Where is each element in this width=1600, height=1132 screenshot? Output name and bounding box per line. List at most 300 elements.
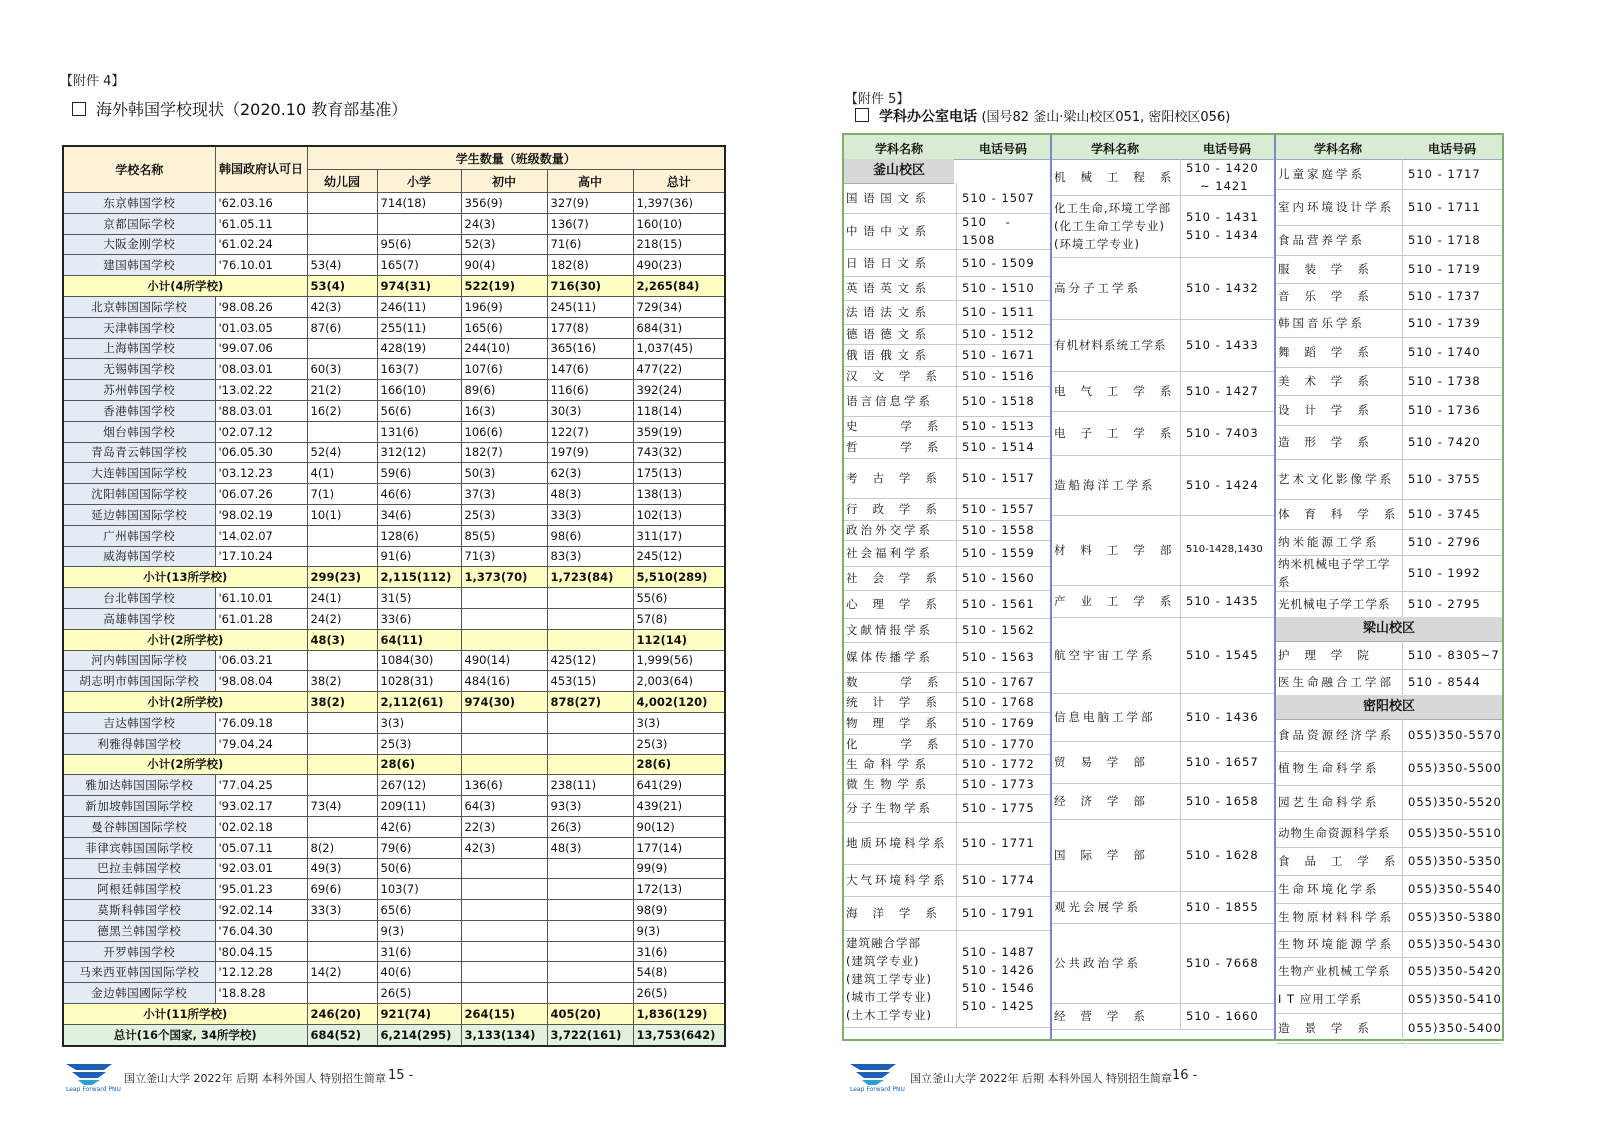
department-row <box>1052 891 1274 924</box>
table-cell: 53(4) <box>307 255 377 276</box>
table-cell <box>307 421 377 442</box>
table-cell: 总计(16个国家, 34所学校) <box>63 1024 307 1045</box>
table-cell: 3(3) <box>633 712 725 733</box>
left-title-text: 海外韩国学校现状（2020.10 教育部基准） <box>96 100 408 119</box>
table-cell: 98(9) <box>633 900 725 921</box>
department-row <box>1052 371 1274 412</box>
table-cell: 无锡韩国学校 <box>63 359 215 380</box>
table-cell: 25(3) <box>461 504 547 525</box>
table-cell: 299(23) <box>307 567 377 588</box>
table-cell <box>461 983 547 1004</box>
table-cell <box>461 733 547 754</box>
table-cell: 3(3) <box>377 712 461 733</box>
department-row <box>1052 159 1274 196</box>
table-cell: '93.02.17 <box>215 796 307 817</box>
table-row <box>63 525 725 546</box>
department-row <box>1052 617 1274 694</box>
phone-number: 510 - 2796 <box>1408 535 1481 549</box>
department-name: 造 形 学 系 <box>1278 435 1370 449</box>
department-name: 生物原材料科学系 <box>1278 910 1394 924</box>
table-cell: 42(3) <box>307 296 377 317</box>
table-cell: 31(6) <box>377 941 461 962</box>
right-page-number: 16 - <box>1172 1068 1198 1083</box>
column-3 <box>1276 135 1502 1039</box>
department-name: 光机械电子学工学系 <box>1278 597 1391 611</box>
table-row <box>63 671 725 692</box>
table-cell: 37(3) <box>461 484 547 505</box>
table-cell: 522(19) <box>461 276 547 297</box>
table-cell: 9(3) <box>377 920 461 941</box>
department-name: 地质环境科学系 <box>846 836 948 850</box>
table-cell: 33(3) <box>547 504 633 525</box>
department-row <box>1276 751 1502 786</box>
table-cell: '02.02.18 <box>215 816 307 837</box>
table-cell: 118(14) <box>633 400 725 421</box>
table-cell: 25(3) <box>377 733 461 754</box>
school-table-body <box>63 193 725 1046</box>
phone-number: 510 - 1657 <box>1186 755 1259 769</box>
table-cell <box>461 608 547 629</box>
table-cell: 1,397(36) <box>633 193 725 214</box>
column-2 <box>1052 135 1276 1039</box>
department-row <box>1276 499 1502 530</box>
table-cell <box>307 941 377 962</box>
header-school-name: 学校名称 <box>63 146 215 193</box>
table-cell: 95(6) <box>377 234 461 255</box>
department-row <box>844 930 1050 1028</box>
phone-number: 510 - 1508 <box>962 215 1011 247</box>
table-cell <box>461 941 547 962</box>
table-cell: 69(6) <box>307 879 377 900</box>
table-cell: '06.05.30 <box>215 442 307 463</box>
phone-number: 510 - 1514 <box>962 440 1035 454</box>
department-name: 经 济 学 部 <box>1054 794 1146 808</box>
table-cell <box>307 525 377 546</box>
left-page-number: 15 - <box>388 1068 414 1083</box>
right-title-rest: (国号82 釜山·梁山校区051, 密阳校区056) <box>981 110 1231 125</box>
col3-header-name: 学科名称 <box>1313 142 1362 156</box>
table-cell: 264(15) <box>461 1004 547 1025</box>
table-cell: 312(12) <box>377 442 461 463</box>
table-cell: 阿根廷韩国学校 <box>63 879 215 900</box>
department-name: 体 育 科 学 系 <box>1278 507 1397 521</box>
table-cell <box>461 920 547 941</box>
table-cell: 196(9) <box>461 296 547 317</box>
phone-number: 510 - 1855 <box>1186 900 1259 914</box>
table-cell: 238(11) <box>547 775 633 796</box>
table-cell: 453(15) <box>547 671 633 692</box>
table-cell: 52(4) <box>307 442 377 463</box>
table-cell: 91(6) <box>377 546 461 567</box>
checkbox-icon <box>72 102 86 116</box>
table-cell: 开罗韩国学校 <box>63 941 215 962</box>
department-name: 德 语 德 文 系 <box>846 327 928 341</box>
department-name: 韩国音乐学系 <box>1278 316 1365 330</box>
table-cell: '62.03.16 <box>215 193 307 214</box>
department-name: 文献情报学系 <box>846 623 933 637</box>
department-name: 食品营养学系 <box>1278 233 1365 247</box>
department-row <box>1276 159 1502 190</box>
table-row <box>63 858 725 879</box>
department-row <box>844 896 1050 931</box>
table-row <box>63 546 725 567</box>
header-approval-date: 韩国政府认可日 <box>215 146 307 193</box>
department-row <box>844 692 1050 713</box>
header-high: 高中 <box>547 170 633 193</box>
table-cell: '06.07.26 <box>215 484 307 505</box>
department-row <box>1276 309 1502 338</box>
table-row <box>63 234 725 255</box>
table-cell: 26(5) <box>377 983 461 1004</box>
table-row <box>63 484 725 505</box>
table-row <box>63 421 725 442</box>
table-row <box>63 359 725 380</box>
table-cell <box>461 900 547 921</box>
department-row <box>1276 255 1502 284</box>
phone-number: 510 - 1509 <box>962 255 1035 270</box>
phone-number: 510 - 1736 <box>1408 403 1481 417</box>
phone-number: 510 - 1507 <box>962 191 1035 205</box>
table-cell: 苏州韩国学校 <box>63 380 215 401</box>
table-row <box>63 193 725 214</box>
table-cell: 北京韩国国际学校 <box>63 296 215 317</box>
phone-number: 510 - 1768 <box>962 695 1035 709</box>
department-name: 史 学 系 <box>846 419 940 433</box>
table-cell: '14.02.07 <box>215 525 307 546</box>
subtotal-row <box>63 629 725 650</box>
table-cell: 2,115(112) <box>377 567 461 588</box>
phone-number: 510 - 1562 <box>962 623 1035 637</box>
table-cell: 365(16) <box>547 338 633 359</box>
phone-number: 510 - 1560 <box>962 571 1035 585</box>
table-cell: 48(3) <box>547 484 633 505</box>
table-cell: 1,836(129) <box>633 1004 725 1025</box>
table-cell: 131(6) <box>377 421 461 442</box>
department-name: 生物环境能源学系 <box>1278 937 1394 951</box>
table-cell: 974(30) <box>461 692 547 713</box>
table-cell: 878(27) <box>547 692 633 713</box>
table-cell: 64(11) <box>377 629 461 650</box>
table-cell: 2,112(61) <box>377 692 461 713</box>
table-cell: 255(11) <box>377 317 461 338</box>
table-cell: 163(7) <box>377 359 461 380</box>
phone-number: 510 - 1711 <box>1408 200 1481 214</box>
table-cell <box>547 920 633 941</box>
table-cell <box>547 588 633 609</box>
table-cell: 85(5) <box>461 525 547 546</box>
phone-number: 055)350-5420 <box>1408 964 1502 978</box>
phone-number: 510 - 1559 <box>962 546 1035 560</box>
department-name: 动物生命资源科学系 <box>1278 826 1391 840</box>
campus-yangsan-label: 梁山校区 <box>1276 617 1502 642</box>
table-cell <box>547 983 633 1004</box>
table-cell: 684(31) <box>633 317 725 338</box>
phone-number: 510 - 1717 <box>1408 167 1481 181</box>
phone-number: 510 - 7403 <box>1186 426 1259 440</box>
table-cell: 112(14) <box>633 629 725 650</box>
phone-number: 055)350-5350 <box>1408 854 1502 868</box>
department-row <box>1276 669 1502 696</box>
col2-header-name: 学科名称 <box>1090 142 1139 156</box>
department-name: 海 洋 学 系 <box>846 906 938 920</box>
table-cell: 46(6) <box>377 484 461 505</box>
table-cell: 河内韩国国际学校 <box>63 650 215 671</box>
department-row <box>1276 819 1502 848</box>
department-name: 媒体传播学系 <box>846 650 933 664</box>
table-cell: '98.02.19 <box>215 504 307 525</box>
right-footer-text: 国立釜山大学 2022年 后期 本科外国人 特别招生简章 <box>910 1072 1172 1085</box>
table-row <box>63 608 725 629</box>
department-name: 室内环境设计学系 <box>1278 200 1394 214</box>
table-cell: '03.12.23 <box>215 463 307 484</box>
table-cell: '80.04.15 <box>215 941 307 962</box>
department-row <box>1276 189 1502 226</box>
phone-number: 510 - 1769 <box>962 716 1035 730</box>
column-1 <box>844 135 1052 1039</box>
table-cell <box>547 962 633 983</box>
phone-number: 510-1428,1430 <box>1186 544 1263 555</box>
phone-number: 055)350-5540 <box>1408 882 1502 896</box>
table-cell: 33(3) <box>307 900 377 921</box>
table-cell: 沈阳韩国国际学校 <box>63 484 215 505</box>
department-name: 儿童家庭学系 <box>1278 167 1365 181</box>
table-cell: 165(7) <box>377 255 461 276</box>
phone-number: 510 - 1420 ~ 1421 <box>1186 161 1259 193</box>
phone-number: 510 - 1770 <box>962 737 1035 751</box>
table-cell: 714(18) <box>377 193 461 214</box>
header-total: 总计 <box>633 170 725 193</box>
table-cell: 65(6) <box>377 900 461 921</box>
department-name: 造 景 学 系 <box>1278 1021 1370 1035</box>
table-cell: 3,722(161) <box>547 1024 633 1045</box>
table-cell: 209(11) <box>377 796 461 817</box>
table-row <box>63 504 725 525</box>
phone-number: 510 - 1427 <box>1186 384 1259 398</box>
table-row <box>63 962 725 983</box>
table-cell: 743(32) <box>633 442 725 463</box>
table-cell: 38(2) <box>307 692 377 713</box>
table-cell: 311(17) <box>633 525 725 546</box>
table-row <box>63 983 725 1004</box>
table-row <box>63 255 725 276</box>
table-cell: 267(12) <box>377 775 461 796</box>
table-cell <box>307 546 377 567</box>
department-name: 物 理 学 系 <box>846 716 938 730</box>
department-row <box>1276 225 1502 256</box>
table-cell: 974(31) <box>377 276 461 297</box>
department-name: 服 装 学 系 <box>1278 262 1370 276</box>
table-cell: 10(1) <box>307 504 377 525</box>
table-cell: 684(52) <box>307 1024 377 1045</box>
table-row <box>63 380 725 401</box>
table-cell: '77.04.25 <box>215 775 307 796</box>
table-cell: 116(6) <box>547 380 633 401</box>
table-cell: 13,753(642) <box>633 1024 725 1045</box>
table-cell: 52(3) <box>461 234 547 255</box>
checkbox-icon <box>855 108 869 122</box>
left-page-title <box>72 97 407 120</box>
department-name: 园艺生命科学系 <box>1278 795 1380 809</box>
table-cell: 71(3) <box>461 546 547 567</box>
table-cell: 102(13) <box>633 504 725 525</box>
phone-number: 510 - 1740 <box>1408 345 1481 359</box>
department-name: 国 际 学 部 <box>1054 848 1146 862</box>
table-cell: 59(6) <box>377 463 461 484</box>
table-cell: 1,999(56) <box>633 650 725 671</box>
phone-number: 510 - 1511 <box>962 305 1035 319</box>
department-name: 高分子工学系 <box>1054 281 1141 295</box>
phone-number: 510 - 7668 <box>1186 956 1259 970</box>
table-cell: 24(3) <box>461 213 547 234</box>
table-row <box>63 400 725 421</box>
department-row <box>1276 337 1502 368</box>
table-cell: 34(6) <box>377 504 461 525</box>
department-name: 俄 语 俄 文 系 <box>846 348 928 362</box>
phone-number: 510 - 1510 <box>962 281 1035 295</box>
department-name: 产 业 工 学 系 <box>1054 594 1173 608</box>
header-elementary: 小学 <box>377 170 461 193</box>
table-cell: 729(34) <box>633 296 725 317</box>
table-cell: 98(6) <box>547 525 633 546</box>
department-name: 英 语 英 文 系 <box>846 281 928 295</box>
department-row <box>844 754 1050 775</box>
table-cell: 延边韩国国际学校 <box>63 504 215 525</box>
table-cell <box>307 816 377 837</box>
table-cell: 49(3) <box>307 858 377 879</box>
table-cell: '13.02.22 <box>215 380 307 401</box>
phone-number: 055)350-5500 <box>1408 761 1502 775</box>
table-cell: '61.05.11 <box>215 213 307 234</box>
table-cell: 48(3) <box>307 629 377 650</box>
phone-number: 510 - 1563 <box>962 650 1035 664</box>
phone-number: 510 - 1436 <box>1186 710 1259 724</box>
phone-number: 510 - 1518 <box>962 394 1035 408</box>
department-row <box>844 213 1050 250</box>
table-row <box>63 941 725 962</box>
department-row <box>1052 693 1274 742</box>
department-name: 观光会展学系 <box>1054 900 1141 914</box>
department-row <box>844 366 1050 387</box>
department-name: 造船海洋工学系 <box>1054 478 1156 492</box>
table-cell: 巴拉圭韩国学校 <box>63 858 215 879</box>
table-row <box>63 920 725 941</box>
department-row <box>1276 395 1502 426</box>
department-name: 经 营 学 系 <box>1054 1009 1146 1023</box>
table-cell: 小计(2所学校) <box>63 629 307 650</box>
phone-number: 510 - 1739 <box>1408 316 1481 330</box>
department-name: 信息电脑工学部 <box>1054 710 1156 724</box>
department-row <box>1052 923 1274 1004</box>
department-name: I T 应用工学系 <box>1278 992 1363 1006</box>
phone-number: 510 - 1431 510 - 1434 <box>1186 210 1259 242</box>
department-name: 公共政治学系 <box>1054 956 1141 970</box>
table-cell: 50(3) <box>461 463 547 484</box>
department-name: 哲 学 系 <box>846 440 940 454</box>
phone-number: 510 - 8305~7 <box>1408 648 1500 662</box>
phone-number: 055)350-5410 <box>1408 992 1502 1006</box>
table-cell <box>547 900 633 921</box>
department-name: 航空宇宙工学系 <box>1054 648 1156 662</box>
table-cell: 高雄韩国学校 <box>63 608 215 629</box>
phone-number: 510 - 1992 <box>1408 566 1481 580</box>
table-cell <box>547 608 633 629</box>
table-cell: 87(6) <box>307 317 377 338</box>
table-cell <box>307 775 377 796</box>
annex-4-label: 【附件 4】 <box>60 74 125 89</box>
table-cell: 921(74) <box>377 1004 461 1025</box>
table-cell: 青岛青云韩国学校 <box>63 442 215 463</box>
table-cell: 5,510(289) <box>633 567 725 588</box>
table-cell: 716(30) <box>547 276 633 297</box>
table-cell: 烟台韩国学校 <box>63 421 215 442</box>
department-name: 生 命 科 学 系 <box>846 757 928 771</box>
table-cell: 胡志明市韩国国际学校 <box>63 671 215 692</box>
table-cell: 21(2) <box>307 380 377 401</box>
table-cell: 197(9) <box>547 442 633 463</box>
table-cell: 71(6) <box>547 234 633 255</box>
table-cell: 160(10) <box>633 213 725 234</box>
department-name: 有机材料系统工学系 <box>1054 338 1167 352</box>
table-cell <box>461 754 547 775</box>
table-cell <box>307 733 377 754</box>
left-footer-text: 国立釜山大学 2022年 后期 本科外国人 特别招生简章 <box>124 1072 386 1085</box>
table-cell: 54(8) <box>633 962 725 983</box>
department-name: 统 计 学 系 <box>846 695 938 709</box>
table-cell: 327(9) <box>547 193 633 214</box>
phone-number: 510 - 1435 <box>1186 594 1259 608</box>
table-cell: 128(6) <box>377 525 461 546</box>
table-row <box>63 338 725 359</box>
subtotal-row <box>63 754 725 775</box>
table-cell: 244(10) <box>461 338 547 359</box>
table-cell: 48(3) <box>547 837 633 858</box>
table-row <box>63 213 725 234</box>
table-cell: 484(16) <box>461 671 547 692</box>
department-row <box>844 324 1050 345</box>
table-cell: 1084(30) <box>377 650 461 671</box>
department-row <box>1052 1003 1274 1030</box>
department-row <box>1052 741 1274 784</box>
department-row <box>844 618 1050 643</box>
table-cell: 大连韩国国际学校 <box>63 463 215 484</box>
department-row <box>844 183 1050 214</box>
table-cell: 2,265(84) <box>633 276 725 297</box>
table-cell: 威海韩国学校 <box>63 546 215 567</box>
phone-number: 055)350-5510 <box>1408 826 1502 840</box>
phone-number: 055)350-5430 <box>1408 937 1502 951</box>
phone-number: 510 - 8544 <box>1408 675 1481 689</box>
table-cell: 245(11) <box>547 296 633 317</box>
table-cell: '17.10.24 <box>215 546 307 567</box>
table-cell: '02.07.12 <box>215 421 307 442</box>
right-page-title <box>855 106 1230 126</box>
table-cell: 7(1) <box>307 484 377 505</box>
department-row <box>844 566 1050 591</box>
department-row <box>1052 319 1274 372</box>
table-row <box>63 588 725 609</box>
table-cell: 55(6) <box>633 588 725 609</box>
phone-number: 510 - 1671 <box>962 348 1035 362</box>
table-cell <box>547 712 633 733</box>
department-name: 分子生物学系 <box>846 801 933 815</box>
department-name: 政治外交学系 <box>846 523 933 537</box>
department-row <box>1052 411 1274 456</box>
department-row <box>1276 591 1502 618</box>
department-row <box>844 416 1050 437</box>
table-cell: 东京韩国学校 <box>63 193 215 214</box>
table-cell: '88.03.01 <box>215 400 307 421</box>
phone-number: 510 - 1516 <box>962 369 1035 383</box>
